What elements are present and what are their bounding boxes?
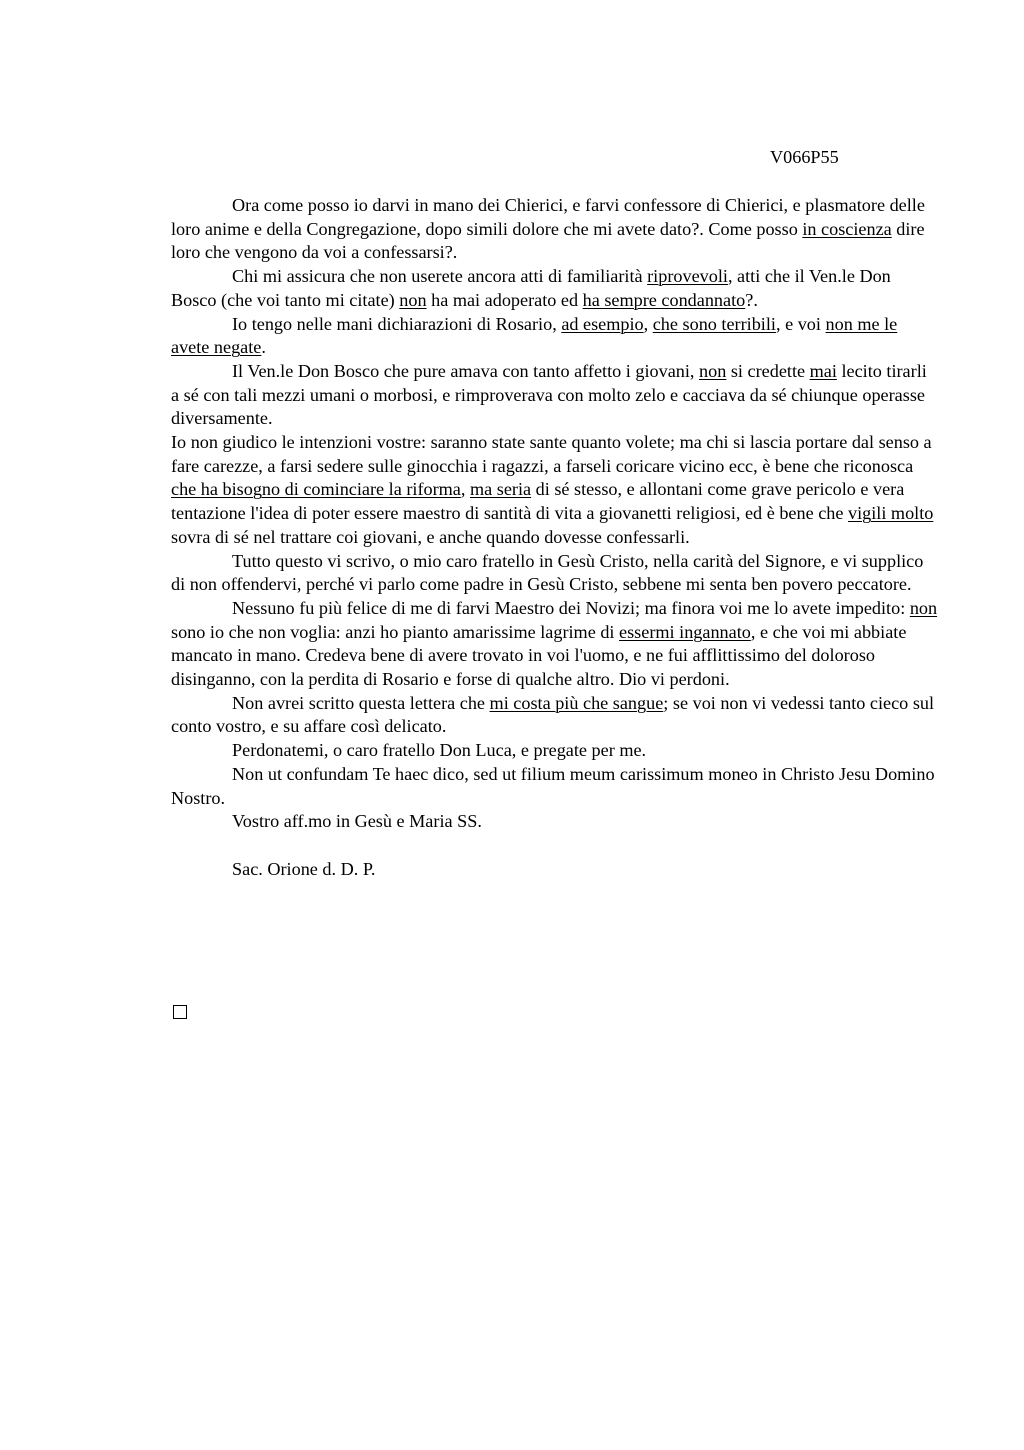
paragraph [171, 360, 939, 431]
underlined-text: che ha bisogno di cominciare la riforma [171, 479, 461, 500]
paragraph [171, 739, 939, 763]
underlined-text: che sono terribili [652, 313, 776, 334]
text-run: , [643, 313, 653, 334]
underlined-text: non me le avete negate [171, 313, 898, 358]
paragraph [171, 550, 939, 597]
underlined-text: non [399, 289, 427, 310]
underlined-text: essermi ingannato [619, 621, 751, 642]
text-run: Non avrei scritto questa lettera che [232, 692, 490, 713]
paragraph [171, 763, 939, 810]
text-run: sovra di sé nel trattare coi giovani, e anche quando dovesse confessarli. [171, 526, 690, 547]
underlined-text: mai [809, 360, 837, 381]
underlined-text: ma seria [469, 479, 532, 500]
text-run: Il Ven.le Don Bosco che pure amava con tanto affetto i giovani, [232, 360, 700, 381]
paragraph [171, 692, 939, 739]
underlined-text: in coscienza [802, 218, 892, 239]
text-run: si credette [726, 360, 810, 381]
paragraph [171, 313, 939, 360]
text-run: , e voi [775, 313, 826, 334]
text-run: dire loro che vengono da voi a confessarsi?. [171, 218, 925, 263]
text-run: Perdonatemi, o caro fratello Don Luca, e pregate per me. [232, 740, 647, 761]
paragraph [171, 431, 939, 550]
underlined-text: ad esempio [561, 313, 644, 334]
blank-line [171, 834, 939, 858]
text-run: Vostro aff.mo in Gesù e Maria SS. [232, 811, 482, 832]
text-run: , [460, 479, 470, 500]
text-run: Tutto questo vi scrivo, o mio caro fratello in Gesù Cristo, nella carità del Signore, e vi supplico di non offendervi, perché vi parlo come padre in Gesù Cristo, sebbene mi senta ben povero peccatore. [171, 550, 924, 595]
underlined-text: vigili molto [847, 503, 934, 524]
underlined-text: ha sempre condannato [582, 289, 746, 310]
text-run: , atti che il Ven.le Don Bosco (che voi tanto mi citate) [171, 266, 891, 310]
text-run: di sé stesso, e allontani come grave pericolo e vera tentazione l'idea di poter essere maestro di santità di vita a giovanetti religiosi, ed è bene che [171, 479, 905, 524]
document-code: V066P55 [770, 147, 839, 167]
text-run: , e che voi mi abbiate mancato in mano. Credeva bene di avere trovato in voi l'uomo, e ne fui afflittissimo del doloroso disinganno, con la perdita di Rosario e forse di qualche altro. Dio vi perdoni. [171, 621, 907, 690]
text-run: ?. [745, 289, 758, 310]
text-run: Io non giudico le intenzioni vostre: saranno state sante quanto volete; ma chi si lascia portare dal senso a fare carezze, a farsi sedere sulle ginocchia i ragazzi, a farseli coricare vicino ecc, è bene che riconosca [171, 432, 932, 476]
underlined-text: riprovevoli [647, 266, 728, 287]
underlined-text: mi costa più che sangue [489, 692, 664, 713]
underlined-text: non [909, 597, 938, 618]
paragraph [171, 597, 939, 692]
paragraph-list [171, 194, 939, 834]
letter-body [171, 194, 939, 881]
text-run: Chi mi assicura che non userete ancora atti di familiarità [232, 266, 648, 287]
text-run: lecito tirarli a sé con tali mezzi umani o morbosi, e rimproverava con molto zelo e cacciava da sé chiunque operasse diversamente. [171, 360, 927, 429]
paragraph [171, 265, 939, 312]
paragraph [171, 810, 939, 834]
text-run: ha mai adoperato ed [426, 289, 583, 310]
text-run: Nessuno fu più felice di me di farvi Maestro dei Novizi; ma finora voi me lo avete impedito: [232, 597, 910, 618]
text-run: Io tengo nelle mani dichiarazioni di Rosario, [232, 313, 562, 334]
text-run: sono io che non voglia: anzi ho pianto amarissime lagrime di [171, 621, 620, 642]
paragraph [171, 194, 939, 265]
checkbox-square-icon [173, 1005, 187, 1019]
text-run: Non ut confundam Te haec dico, sed ut filium meum carissimum moneo in Christo Jesu Domino Nostro. [171, 763, 935, 808]
underlined-text: non [699, 360, 727, 381]
text-run: Ora come posso io darvi in mano dei Chierici, e farvi confessore di Chierici, e plasmatore delle loro anime e della Congregazione, dopo simili dolore che mi avete dato?. Come posso [171, 195, 925, 239]
text-run: ; se voi non vi vedessi tanto cieco sul conto vostro, e su affare così delicato. [171, 692, 935, 737]
text-run: . [261, 337, 266, 358]
signature: Sac. Orione d. D. P. [232, 858, 376, 879]
